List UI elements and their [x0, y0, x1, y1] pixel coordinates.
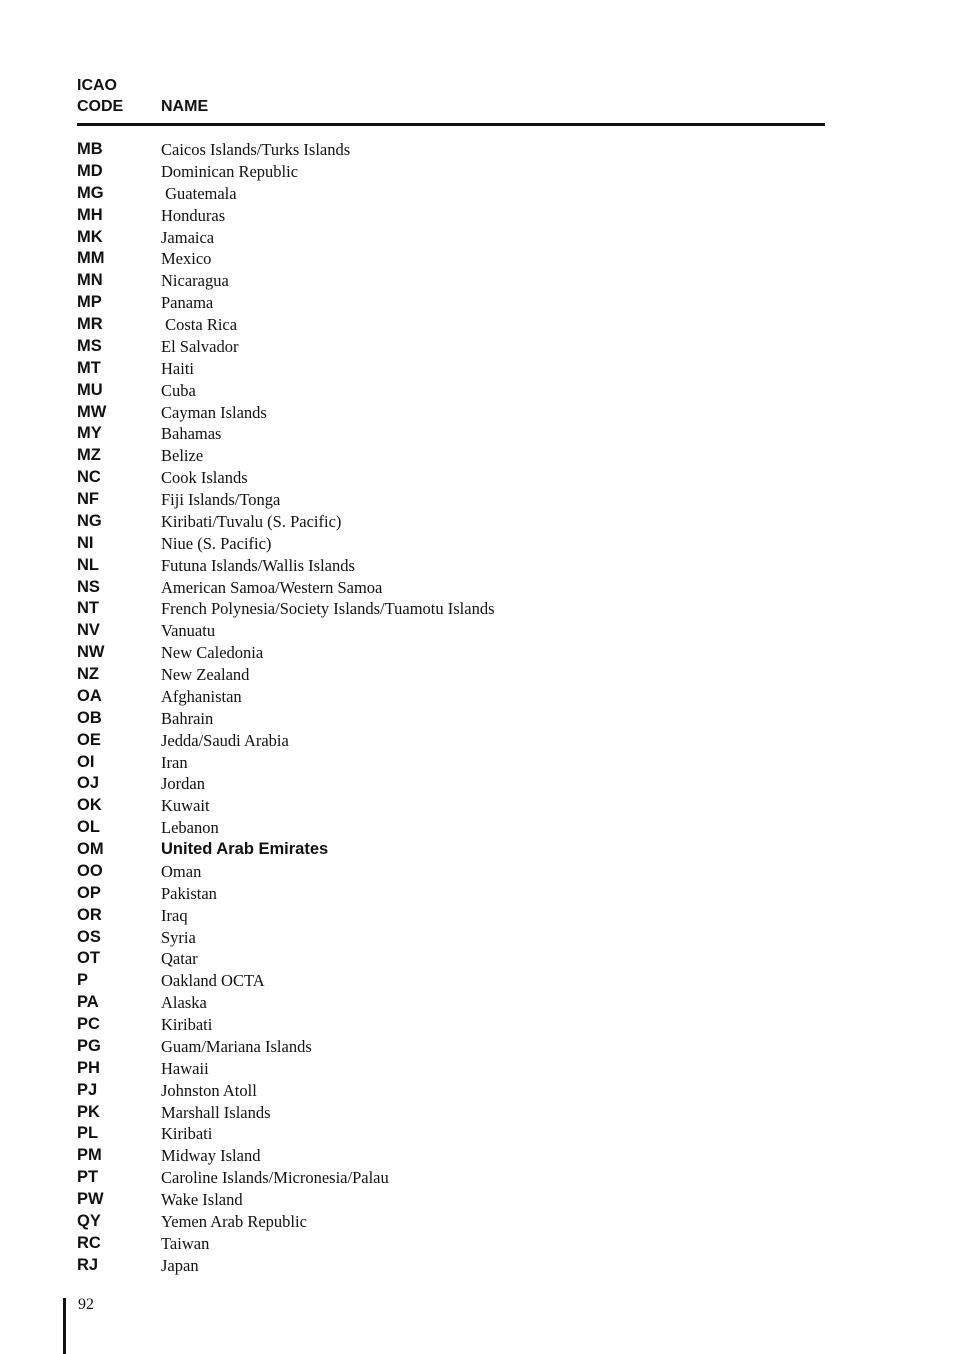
region-name: Honduras: [161, 205, 226, 225]
region-name: Mexico: [161, 249, 212, 269]
region-name: Iran: [161, 752, 188, 772]
region-name: Guam/Mariana Islands: [161, 1036, 312, 1056]
icao-code: MG: [77, 183, 104, 202]
region-name: Taiwan: [161, 1233, 210, 1253]
region-name: Caicos Islands/Turks Islands: [161, 140, 351, 159]
icao-code: OE: [77, 730, 101, 749]
icao-code: NT: [77, 599, 99, 618]
region-name: Kiribati: [161, 1015, 213, 1034]
icao-code: OT: [77, 949, 100, 968]
region-name: Midway Island: [161, 1146, 261, 1166]
region-name: Japan: [161, 1255, 199, 1275]
table-row: [77, 992, 825, 1014]
icao-code: OO: [77, 861, 103, 880]
region-name: Vanuatu: [161, 621, 216, 641]
table-row: [77, 511, 825, 533]
table-row: [77, 139, 825, 161]
icao-code: MB: [77, 140, 103, 158]
region-name: Cuba: [161, 380, 196, 400]
region-name: Johnston Atoll: [161, 1080, 257, 1100]
region-name: Futuna Islands/Wallis Islands: [161, 555, 355, 575]
region-name: Iraq: [161, 905, 188, 925]
region-name: French Polynesia/Society Islands/Tuamotu Islands: [161, 599, 495, 619]
region-name: Panama: [161, 293, 214, 313]
region-name: Belize: [161, 446, 204, 466]
table-row: [77, 795, 825, 817]
table-row: [77, 861, 825, 883]
region-name: Caroline Islands/Micronesia/Palau: [161, 1168, 389, 1188]
table-row: [77, 380, 825, 402]
region-name: Qatar: [161, 949, 198, 969]
icao-code: OB: [77, 708, 102, 727]
region-name: Wake Island: [161, 1190, 243, 1209]
icao-code: PJ: [77, 1080, 98, 1099]
table-row: [77, 642, 825, 664]
table-row: [77, 730, 825, 752]
table-header: [77, 75, 825, 126]
icao-code: MP: [77, 293, 102, 312]
table-row: [77, 664, 825, 686]
region-name: Costa Rica: [161, 315, 238, 334]
region-name: Cayman Islands: [161, 402, 267, 422]
icao-code: PG: [77, 1036, 101, 1055]
table-row: [77, 533, 825, 555]
icao-code: MT: [77, 358, 101, 377]
icao-code: MW: [77, 402, 107, 421]
table-row: [77, 927, 825, 949]
region-name: Niue (S. Pacific): [161, 533, 272, 553]
region-name: Oakland OCTA: [161, 971, 265, 991]
table-row: [77, 1123, 825, 1145]
table-row: [77, 817, 825, 839]
table-row: [77, 292, 825, 314]
icao-code: QY: [77, 1211, 101, 1230]
table-row: [77, 336, 825, 358]
table-row: [77, 905, 825, 927]
icao-code: PT: [77, 1168, 99, 1187]
table-row: [77, 445, 825, 467]
icao-code: P: [77, 971, 89, 990]
region-name: Nicaragua: [161, 271, 229, 291]
region-name: Haiti: [161, 358, 194, 378]
icao-code: PL: [77, 1124, 99, 1143]
table-row: [77, 248, 825, 270]
table-row: [77, 205, 825, 227]
icao-code: MN: [77, 271, 103, 290]
region-name: United Arab Emirates: [161, 840, 329, 858]
icao-code: MH: [77, 205, 103, 224]
table-row: [77, 620, 825, 642]
icao-code: NL: [77, 555, 99, 574]
icao-code: OS: [77, 927, 101, 946]
table-row: [77, 1036, 825, 1058]
icao-code: OR: [77, 905, 102, 924]
region-name: Yemen Arab Republic: [161, 1211, 307, 1231]
table-row: [77, 577, 825, 599]
column-header-code-line1: ICAO: [77, 77, 117, 94]
icao-code: MK: [77, 227, 103, 246]
region-name: New Zealand: [161, 665, 250, 684]
region-name: Pakistan: [161, 883, 217, 903]
table-row: [77, 773, 825, 795]
icao-code: PM: [77, 1146, 102, 1165]
table-row: [77, 1058, 825, 1080]
icao-code: MD: [77, 161, 103, 180]
icao-code: MZ: [77, 446, 101, 465]
icao-code: NG: [77, 511, 102, 530]
region-name: New Caledonia: [161, 643, 264, 663]
icao-code: OL: [77, 818, 100, 837]
region-name: Afghanistan: [161, 686, 242, 706]
region-name: Syria: [161, 927, 196, 947]
region-name: Lebanon: [161, 818, 219, 838]
icao-code: NI: [77, 533, 94, 552]
icao-code: RC: [77, 1233, 101, 1252]
table-row: [77, 1167, 825, 1189]
table-row: [77, 183, 825, 205]
region-name: American Samoa/Western Samoa: [161, 577, 383, 597]
icao-code: MU: [77, 380, 103, 399]
icao-code: NS: [77, 577, 100, 596]
region-name: Jedda/Saudi Arabia: [161, 730, 289, 750]
column-header-icao-code: [77, 75, 157, 117]
table-row: [77, 314, 825, 336]
icao-code: MM: [77, 249, 105, 268]
table-row: [77, 1255, 825, 1277]
table-row: [77, 423, 825, 445]
table-row: [77, 970, 825, 992]
icao-code: NZ: [77, 665, 99, 683]
icao-code: PK: [77, 1102, 100, 1121]
table-row: [77, 402, 825, 424]
table-row: [77, 467, 825, 489]
page-number: 92: [78, 1296, 94, 1313]
region-name: Kiribati: [161, 1124, 213, 1144]
table-row: [77, 1080, 825, 1102]
table-row: [77, 1014, 825, 1036]
table-row: [77, 1102, 825, 1124]
table-row: [77, 358, 825, 380]
region-name: Hawaii: [161, 1058, 209, 1078]
table-row: [77, 227, 825, 249]
code-table-body: [77, 139, 825, 1277]
table-row: [77, 839, 825, 861]
icao-code: PC: [77, 1015, 100, 1033]
region-name: Fiji Islands/Tonga: [161, 490, 281, 509]
region-name: Oman: [161, 861, 202, 881]
region-name: Cook Islands: [161, 468, 248, 488]
column-header-code-line2: CODE: [77, 98, 124, 115]
region-name: Jamaica: [161, 227, 215, 247]
icao-code: OI: [77, 752, 95, 771]
table-row: [77, 161, 825, 183]
icao-code: NC: [77, 468, 101, 487]
region-name: Kuwait: [161, 796, 210, 816]
table-row: [77, 708, 825, 730]
table-row: [77, 1145, 825, 1167]
icao-code: PA: [77, 993, 99, 1012]
icao-code: MY: [77, 424, 102, 443]
icao-code: MS: [77, 336, 102, 355]
region-name: Jordan: [161, 774, 205, 794]
region-name: Marshall Islands: [161, 1102, 271, 1122]
table-row: [77, 555, 825, 577]
region-name: Guatemala: [161, 183, 237, 203]
icao-code: OM: [77, 840, 104, 858]
table-row: [77, 883, 825, 905]
table-row: [77, 1189, 825, 1211]
icao-code: OA: [77, 686, 102, 705]
table-row: [77, 752, 825, 774]
column-header-name: NAME: [161, 98, 209, 115]
table-row: [77, 489, 825, 511]
table-row: [77, 686, 825, 708]
table-row: [77, 598, 825, 620]
icao-code: NV: [77, 621, 100, 640]
icao-code: PH: [77, 1058, 100, 1077]
icao-code: OJ: [77, 774, 100, 793]
footer-rule: [63, 1298, 66, 1354]
region-name: Kiribati/Tuvalu (S. Pacific): [161, 511, 342, 531]
region-name: Bahrain: [161, 708, 214, 728]
region-name: Bahamas: [161, 424, 222, 444]
icao-code: OK: [77, 796, 102, 815]
icao-code: PW: [77, 1190, 104, 1208]
table-row: [77, 1211, 825, 1233]
table-row: [77, 948, 825, 970]
icao-code: OP: [77, 883, 101, 902]
icao-code: NW: [77, 643, 105, 662]
region-name: El Salvador: [161, 336, 239, 356]
table-row: [77, 270, 825, 292]
region-name: Dominican Republic: [161, 161, 299, 181]
table-row: [77, 1233, 825, 1255]
icao-code: NF: [77, 490, 99, 508]
icao-code: MR: [77, 315, 103, 333]
icao-code: RJ: [77, 1255, 99, 1274]
region-name: Alaska: [161, 993, 207, 1013]
